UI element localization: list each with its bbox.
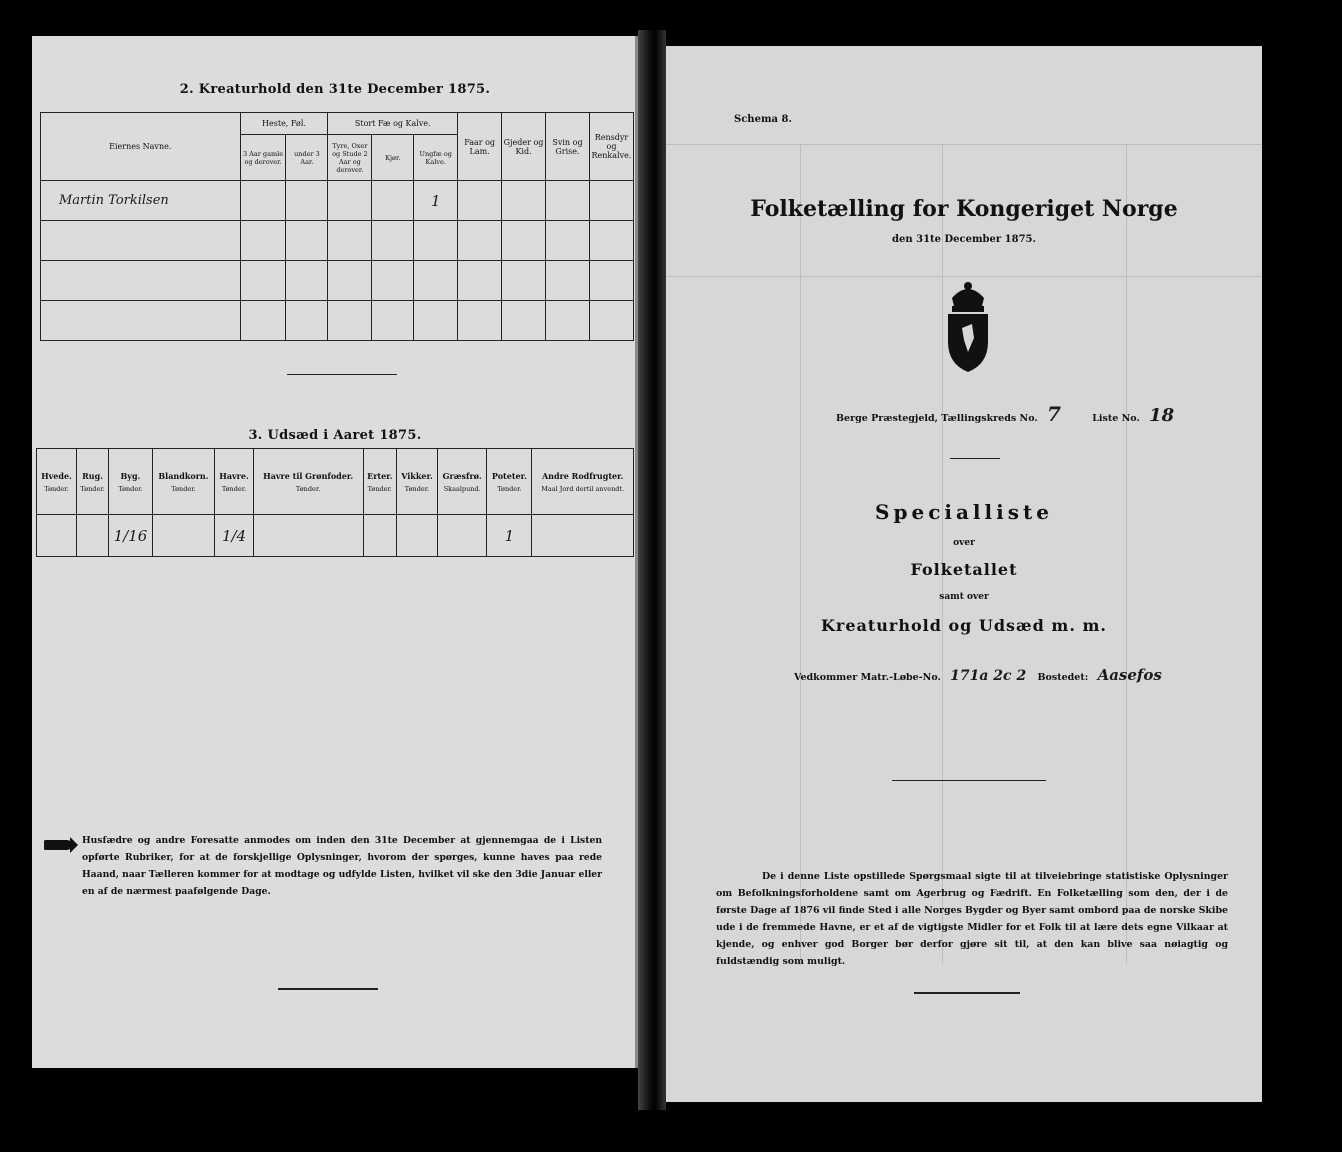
cell-goats [502, 181, 546, 221]
sowing-header-unit: Tønder. [497, 484, 522, 493]
header-horses-old: 3 Aar gamle og derover. [240, 135, 286, 181]
sowing-value [37, 515, 77, 557]
divider [892, 780, 1046, 781]
cell-cattle-young [414, 221, 458, 261]
cell-sheep [458, 221, 502, 261]
matr-label: Vedkommer Matr.-Løbe-No. [794, 672, 941, 683]
cell-reindeer [589, 301, 633, 341]
sowing-value: 1/16 [109, 515, 152, 557]
cell-horses-old [240, 301, 286, 341]
bleed-line [942, 144, 943, 964]
cell-owner [41, 221, 241, 261]
sowing-header-unit: Tønder. [404, 484, 430, 493]
header-cattle-bulls: Tyre, Oxer og Stude 2 Aar og derover. [328, 135, 372, 181]
list-value: 18 [1149, 405, 1175, 426]
sowing-header-unit: Tønder. [44, 484, 69, 493]
cell-reindeer [589, 261, 633, 301]
cell-owner [41, 301, 241, 341]
matr-value: 171a 2c 2 [950, 668, 1027, 684]
sowing-header-name: Græsfrø. [442, 470, 482, 481]
cell-reindeer [589, 221, 633, 261]
circuit-label: Tællingskreds No. [941, 413, 1038, 424]
cell-cattle-bulls [328, 261, 372, 301]
sowing-header-unit: Skaalpund. [443, 484, 481, 493]
sowing-header-unit: Tønder. [221, 484, 247, 493]
cell-pigs [546, 181, 590, 221]
livestock-table [40, 112, 634, 341]
sowing-value: 1 [487, 515, 532, 557]
sowing-header [109, 449, 152, 515]
cell-cattle-bulls [328, 181, 372, 221]
sowing-header [76, 449, 108, 515]
bleed-line [1126, 144, 1127, 964]
divider [287, 374, 397, 375]
sowing-header-name: Havre. [219, 470, 249, 481]
cell-cattle-young: 1 [414, 181, 458, 221]
pointing-hand-icon [44, 840, 72, 850]
sowing-header-name: Andre Rodfrugter. [541, 470, 624, 481]
cell-pigs [546, 261, 590, 301]
cell-horses-young [286, 221, 328, 261]
cell-sheep [458, 181, 502, 221]
header-pigs: Svin og Grise. [546, 113, 590, 181]
sowing-header-unit: Tønder. [80, 484, 105, 493]
divider [950, 458, 1000, 459]
bosted-label: Bostedet: [1037, 672, 1089, 683]
list-label: Liste No. [1092, 413, 1140, 424]
sowing-value: 1/4 [215, 515, 253, 557]
sowing-value [397, 515, 438, 557]
cell-cattle-cows [372, 181, 414, 221]
sowing-header [37, 449, 77, 515]
sowing-header [152, 449, 215, 515]
header-cattle-young: Ungfæ og Kalve. [414, 135, 458, 181]
notice-text: Husfædre og andre Foresatte anmodes om inden den 31te December at gjennemgaa de i Listen opførte Rubriker, for at de forskjellige Oplysninger, hvorom der spørges, kunne haves paa rede Haand, naar Tælleren kommer for at modtage og udfylde Listen, hvilket vil ske den 3die Januar eller en af de nærmest paafølgende Dage. [82, 835, 602, 897]
cell-owner: Martin Torkilsen [41, 181, 241, 221]
sowing-header [437, 449, 487, 515]
cell-horses-old [240, 181, 286, 221]
sowing-header-name: Vikker. [401, 470, 433, 481]
cell-cattle-cows [372, 301, 414, 341]
left-page [32, 36, 638, 1068]
cell-sheep [458, 301, 502, 341]
cell-owner [41, 261, 241, 301]
sowing-header [397, 449, 438, 515]
sowing-header-name: Byg. [120, 470, 141, 481]
bleed-line [666, 144, 1262, 145]
table-row [41, 301, 634, 341]
cell-goats [502, 261, 546, 301]
sowing-header [363, 449, 397, 515]
samt-over-label: samt over [939, 592, 989, 602]
folketallet-label: Folketallet [910, 560, 1018, 579]
bottom-divider [914, 992, 1020, 994]
circuit-value: 7 [1047, 402, 1061, 426]
header-owner: Eiernes Navne. [41, 113, 241, 181]
norway-coat-of-arms-icon [938, 278, 998, 374]
sowing-header-name: Erter. [367, 470, 393, 481]
bleed-line [800, 144, 801, 964]
cell-goats [502, 221, 546, 261]
sowing-value [532, 515, 634, 557]
sowing-header-unit: Maal Jord dertil anvendt. [541, 484, 625, 493]
sowing-header [532, 449, 634, 515]
sowing-header-unit: Tønder. [295, 484, 321, 493]
cell-horses-old [240, 221, 286, 261]
sowing-value [152, 515, 215, 557]
header-goats: Gjeder og Kid. [502, 113, 546, 181]
cell-goats [502, 301, 546, 341]
bosted-value: Aasefos [1097, 666, 1162, 684]
section-3-title: 3. Udsæd i Aaret 1875. [248, 428, 422, 443]
census-date: den 31te December 1875. [892, 234, 1036, 245]
sowing-value [437, 515, 487, 557]
cell-reindeer [589, 181, 633, 221]
right-page [666, 46, 1262, 1102]
bottom-divider [278, 988, 378, 990]
sowing-value [363, 515, 397, 557]
over-label: over [953, 538, 975, 548]
table-row [41, 181, 634, 221]
sowing-header [253, 449, 363, 515]
district-line [836, 402, 1174, 426]
sowing-header-name: Rug. [82, 470, 103, 481]
sowing-header-name: Blandkorn. [158, 470, 209, 481]
sowing-header-name: Hvede. [41, 470, 72, 481]
parish-label: Berge Præstegjeld, [836, 413, 938, 424]
cell-cattle-bulls [328, 301, 372, 341]
header-cattle-cows: Kjør. [372, 135, 414, 181]
sowing-header-unit: Tønder. [118, 484, 143, 493]
sowing-table [36, 448, 634, 557]
table-row [41, 261, 634, 301]
header-sheep: Faar og Lam. [458, 113, 502, 181]
sowing-header [215, 449, 253, 515]
schema-label: Schema 8. [734, 114, 792, 125]
census-title: Folketælling for Kongeriget Norge [750, 196, 1178, 222]
cell-horses-young [286, 301, 328, 341]
cell-horses-young [286, 261, 328, 301]
sowing-header-unit: Tønder. [367, 484, 392, 493]
header-horses: Heste, Føl. [240, 113, 328, 135]
section-2-title: 2. Kreaturhold den 31te December 1875. [179, 82, 491, 97]
cell-horses-young [286, 181, 328, 221]
cell-cattle-young [414, 261, 458, 301]
sowing-value [253, 515, 363, 557]
cell-horses-old [240, 261, 286, 301]
sowing-header-unit: Tønder. [171, 484, 196, 493]
sowing-header [487, 449, 532, 515]
table-row [41, 221, 634, 261]
header-reindeer: Rensdyr og Renkalve. [589, 113, 633, 181]
sowing-value [76, 515, 108, 557]
cell-cattle-cows [372, 261, 414, 301]
header-cattle: Stort Fæ og Kalve. [328, 113, 458, 135]
special-list-title: Specialliste [875, 500, 1053, 524]
cell-pigs [546, 221, 590, 261]
cell-cattle-cows [372, 221, 414, 261]
cell-cattle-bulls [328, 221, 372, 261]
sowing-header-name: Poteter. [491, 470, 527, 481]
info-paragraph: De i denne Liste opstillede Spørgsmaal sigte til at tilveiebringe statistiske Oplysninger om Befolkningsforholdene samt om Agerbrug og Fædrift. En Folketælling som den, der i de første Dage af 1876 vil finde Sted i alle Norges Bygder og Byer samt ombord paa de norske Skibe ude i de fremmede Havne, er et af de vigtigste Midler for et Folk til at lære dets egne Vilkaar at kjende, og enhver god Borger bør derfor gjøre sit til, at den kan blive saa nøiagtig og fuldstændig som muligt. [716, 871, 1228, 967]
property-line [794, 666, 1162, 684]
cell-pigs [546, 301, 590, 341]
bleed-line [666, 276, 1262, 277]
livestock-sowing-label: Kreaturhold og Udsæd m. m. [821, 616, 1107, 635]
sowing-header-name: Havre til Grønfoder. [263, 470, 354, 481]
cell-cattle-young [414, 301, 458, 341]
cell-sheep [458, 261, 502, 301]
header-horses-young: under 3 Aar. [286, 135, 328, 181]
book-binding [638, 30, 666, 1110]
